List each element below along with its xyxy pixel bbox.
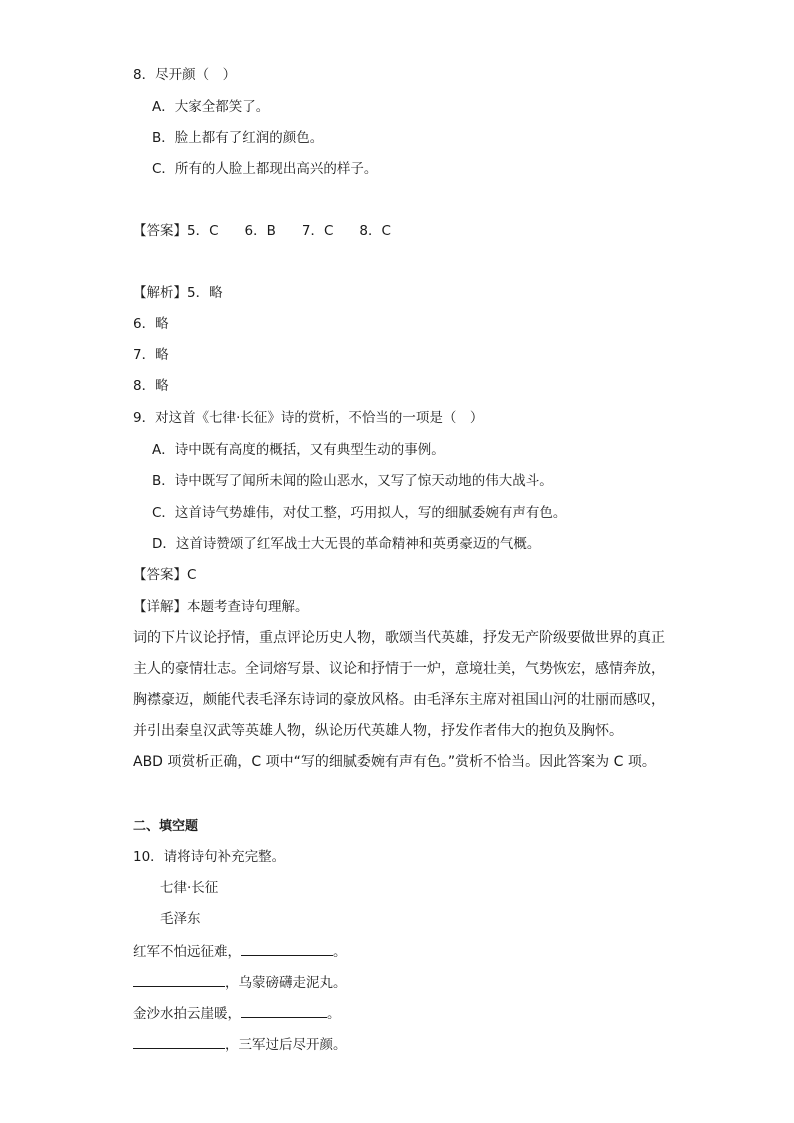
poem-line-4 — [133, 1034, 347, 1054]
answer-item-5: 5．C — [187, 223, 219, 239]
analysis-item-8: 8．略 — [133, 378, 169, 394]
q9-detail-line-1: 词的下片议论抒情，重点评论历史人物，歌颂当代英雄，抒发无产阶级要做世界的真正 — [133, 630, 665, 646]
q9-option-c: C．这首诗气势雄伟，对仗工整，巧用拟人，写的细腻委婉有声有色。 — [152, 505, 567, 521]
q9-detail-line-3: 胸襟豪迈，颇能代表毛泽东诗词的豪放风格。由毛泽东主席对祖国山河的壮丽而感叹， — [133, 692, 665, 708]
poem-line-3-end: 。 — [327, 1006, 341, 1022]
answer-label: 【答案】 — [133, 223, 187, 239]
analysis-item-5: 5．略 — [187, 285, 223, 301]
q8-option-b: B．脸上都有了红润的颜色。 — [152, 130, 324, 146]
poem-line-3 — [133, 1003, 341, 1023]
analysis-item-7: 7．略 — [133, 347, 169, 363]
q9-answer-value: C — [187, 567, 197, 583]
analysis-line-1 — [133, 284, 223, 302]
poem-line-1 — [133, 941, 347, 961]
q9-answer-label: 【答案】 — [133, 567, 187, 583]
q9-answer — [133, 566, 196, 584]
q9-detail-line-5: ABD 项赏析正确，C 项中“写的细腻委婉有声有色。”赏析不恰当。因此答案为 C 项。 — [133, 754, 656, 770]
q9-option-d: D．这首诗赞颂了红军战士大无畏的革命精神和英勇豪迈的气概。 — [152, 536, 541, 552]
q8-stem: 8．尽开颜（ ） — [133, 67, 237, 83]
poem-line-4-text: ，三军过后尽开颜。 — [225, 1037, 347, 1053]
q10-stem: 10．请将诗句补充完整。 — [133, 849, 286, 865]
q9-detail — [133, 598, 309, 616]
blank-3[interactable] — [241, 1003, 327, 1018]
q8-option-c: C．所有的人脸上都现出高兴的样子。 — [152, 161, 378, 177]
poem-line-1-end: 。 — [333, 944, 347, 960]
answer-item-8: 8．C — [359, 223, 391, 239]
blank-2[interactable] — [133, 972, 225, 987]
answer-item-6: 6．B — [244, 223, 276, 239]
blank-4[interactable] — [133, 1034, 225, 1049]
answer-item-7: 7．C — [301, 223, 334, 239]
poem-title: 七律·长征 — [160, 880, 219, 896]
q9-detail-line-2: 主人的豪情壮志。全词熔写景、议论和抒情于一炉，意境壮美，气势恢宏，感情奔放， — [133, 661, 665, 677]
q9-detail-label: 【详解】 — [133, 599, 187, 615]
poem-author: 毛泽东 — [160, 911, 201, 927]
blank-1[interactable] — [241, 941, 333, 956]
section-title: 二、填空题 — [133, 819, 199, 834]
q8-option-a: A．大家全都笑了。 — [152, 99, 270, 115]
q9-detail-intro: 本题考查诗句理解。 — [187, 599, 309, 615]
q9-detail-line-4: 并引出秦皇汉武等英雄人物，纵论历代英雄人物，抒发作者伟大的抱负及胸怀。 — [133, 723, 623, 739]
poem-line-1-text: 红军不怕远征难， — [133, 944, 241, 960]
poem-line-2-text: ，乌蒙磅礴走泥丸。 — [225, 975, 347, 991]
analysis-item-6: 6．略 — [133, 316, 169, 332]
poem-line-3-text: 金沙水拍云崖暖， — [133, 1006, 241, 1022]
q9-option-a: A．诗中既有高度的概括，又有典型生动的事例。 — [152, 442, 445, 458]
q9-stem: 9．对这首《七律·长征》诗的赏析，不恰当的一项是（ ） — [133, 410, 484, 426]
q9-option-b: B．诗中既写了闻所未闻的险山恶水，又写了惊天动地的伟大战斗。 — [152, 473, 553, 489]
analysis-label: 【解析】 — [133, 285, 187, 301]
answer-line-1 — [133, 222, 391, 240]
poem-line-2 — [133, 972, 347, 992]
